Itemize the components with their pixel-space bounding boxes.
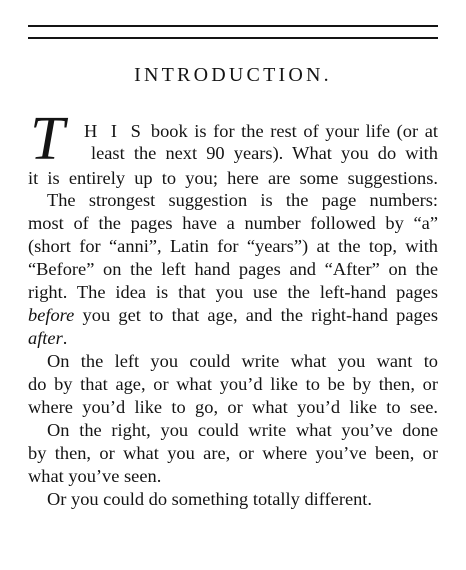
text-line-15: by then, or what you are, or where you’ve been, or	[28, 443, 438, 463]
second-rule	[28, 37, 438, 39]
line-1-text: book is for the rest of your life (or at	[144, 121, 438, 141]
text-line-3: it is entirely up to you; here are some suggestions.	[28, 168, 438, 188]
dropcap-continuation: H I S	[84, 121, 145, 141]
emphasis-before: before	[28, 305, 75, 325]
section-heading: INTRODUCTION.	[134, 64, 332, 86]
text-line-7: “Before” on the left hand pages and “After” on the	[28, 259, 438, 279]
text-line-12: do by that age, or what you’d like to be by then, or	[28, 374, 438, 394]
text-line-17: Or you could do something totally different.	[47, 489, 373, 509]
text-line-13: where you’d like to go, or what you’d like to see.	[28, 397, 438, 417]
text-line-11: On the left you could write what you want to	[47, 351, 438, 371]
text-line-4: The strongest suggestion is the page numbers:	[47, 190, 438, 210]
text-line-6: (short for “anni”, Latin for “years”) at the top, with	[28, 236, 438, 256]
text-line-2: least the next 90 years). What you do with	[91, 143, 438, 163]
text-line-14: On the right, you could write what you’ve done	[47, 420, 438, 440]
drop-cap: T	[30, 105, 65, 173]
text-line-9	[28, 304, 438, 326]
line-10-text: .	[62, 328, 68, 348]
text-line-10	[28, 327, 67, 349]
text-line-1	[84, 120, 438, 142]
text-line-16: what you’ve seen.	[28, 466, 162, 486]
emphasis-after: after	[28, 328, 63, 348]
text-line-5: most of the pages have a number followed by “a”	[28, 213, 438, 233]
line-9-text: you get to that age, and the right-hand pages	[74, 305, 438, 325]
text-line-8: right. The idea is that you use the left-hand pages	[28, 282, 438, 302]
top-rule	[28, 25, 438, 27]
